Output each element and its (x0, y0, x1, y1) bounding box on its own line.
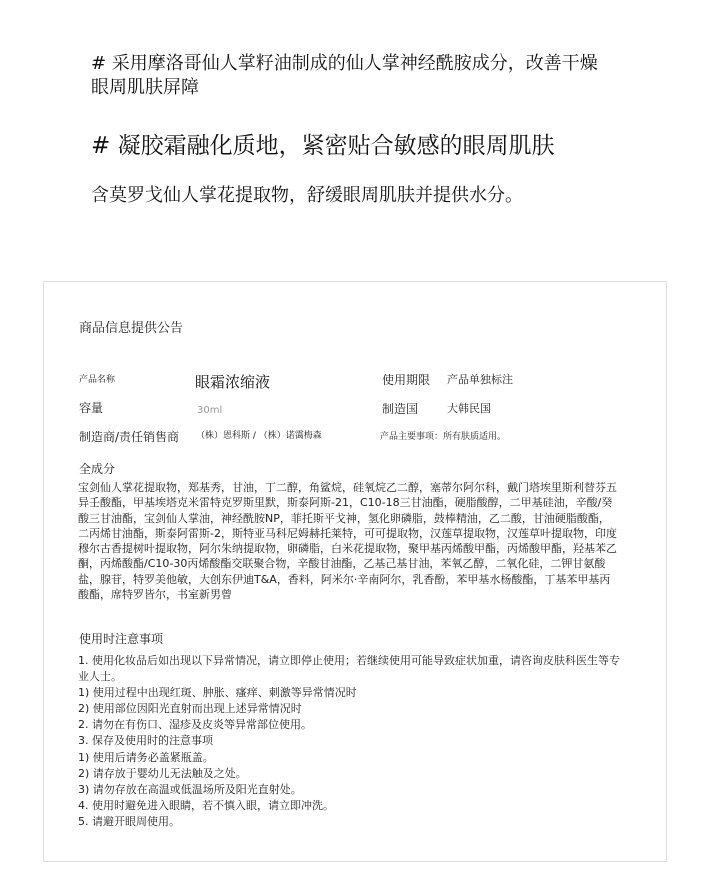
caution-item: 5. 请避开眼周使用。 (78, 814, 180, 828)
feature-texture: # 凝胶霜融化质地，紧密贴合敏感的眼周肌肤 (91, 133, 555, 159)
product-name-label: 产品名称 (79, 375, 116, 385)
origin-value: 大韩民国 (447, 402, 491, 415)
notice-title: 商品信息提供公告 (79, 321, 184, 336)
expiry-value: 产品单独标注 (447, 373, 513, 386)
ingredients-text: 宝剑仙人掌花提取物，郑基秀，甘油，丁二醇，角鲨烷，硅氧烷乙二醇，塞蒂尔阿尔科，戴门塔埃里斯利替芬五异壬酸酯，甲基埃塔克米雷特克罗斯里默，斯泰阿斯-21，C10-18三甘油酯，硬脂酸醇，二甲基硅油，辛酸/癸酸三甘油酯，宝剑仙人掌油，神经酰胺NP，菲托斯平戈神，氢化卵磷脂，鼓棒精油，乙二酸，甘油硬脂酸酯，二丙烯甘油酯，斯泰阿雷斯-2，斯特亚马科尼姆赫托莱特，可可提取物，汉莲草提取物，汉莲草叶提取物，印度穆尔古香提树叶提取物，阿尔朱纳提取物，卵磷脂，白米花提取物，聚甲基丙烯酸甲酯，丙烯酸甲酯，羟基苯乙酮，丙烯酸酯/C10-30丙烯酸酯交联聚合物，辛酸甘油酯，乙基己基甘油，苯氧乙醇，二氧化硅，二钾甘氨酸盐，腺苷，特罗美他敏，大创东伊迪T&A，香料，阿米尔·辛南阿尔，乳香酚，苯甲基水杨酸酯，丁基苯甲基丙酸酯，席特罗皆尔，书室新男曾 (78, 481, 617, 602)
caution-item: 3) 请勿存放在高温或低温场所及阳光直射处。 (78, 782, 302, 796)
caution-item: 2) 使用部位因阳光直射而出现上述异常情况时 (78, 702, 302, 716)
caution-item: 2) 请存放于婴幼儿无法触及之处。 (78, 766, 247, 780)
manufacturer-value: （株）恩科斯 / （株）诺霭梅森 (196, 431, 322, 441)
capacity-label: 容量 (79, 401, 104, 415)
caution-item: 1) 使用后请务必盖紧瓶盖。 (78, 750, 214, 764)
caution-item: 3. 保存及使用时的注意事项 (78, 734, 213, 748)
caution-item: 2. 请勿在有伤口、湿疹及皮炎等异常部位使用。 (78, 718, 312, 732)
precaution-note: 产品主要事项：所有肤质适用。 (380, 432, 507, 442)
capacity-value: 30ml (197, 405, 223, 416)
ingredients-title: 全成分 (79, 462, 116, 476)
caution-item: 1. 使用化妆品后如出现以下异常情况，请立即停止使用；若继续使用可能导致症状加重，请咨询皮肤科医生等专业人士。 (78, 654, 620, 684)
product-name-value: 眼霜浓缩液 (195, 373, 271, 391)
manufacturer-label: 制造商/责任销售商 (79, 430, 180, 444)
caution-item: 4. 使用时避免进入眼睛，若不慎入眼，请立即冲洗。 (78, 798, 334, 812)
caution-item: 1) 使用过程中出现红斑、肿胀、瘙痒、刺激等异常情况时 (78, 686, 357, 700)
product-notice-card (43, 281, 667, 862)
expiry-label: 使用期限 (382, 373, 431, 387)
feature-soothing: 含莫罗戈仙人掌花提取物，舒缓眼周肌肤并提供水分。 (91, 185, 523, 206)
cautions-list (78, 653, 623, 830)
origin-label: 制造国 (382, 402, 419, 416)
cautions-title: 使用时注意事项 (79, 632, 164, 646)
feature-ceramide: # 采用摩洛哥仙人掌籽油制成的仙人掌神经酰胺成分，改善干燥眼周肌肤屏障 (91, 53, 598, 98)
